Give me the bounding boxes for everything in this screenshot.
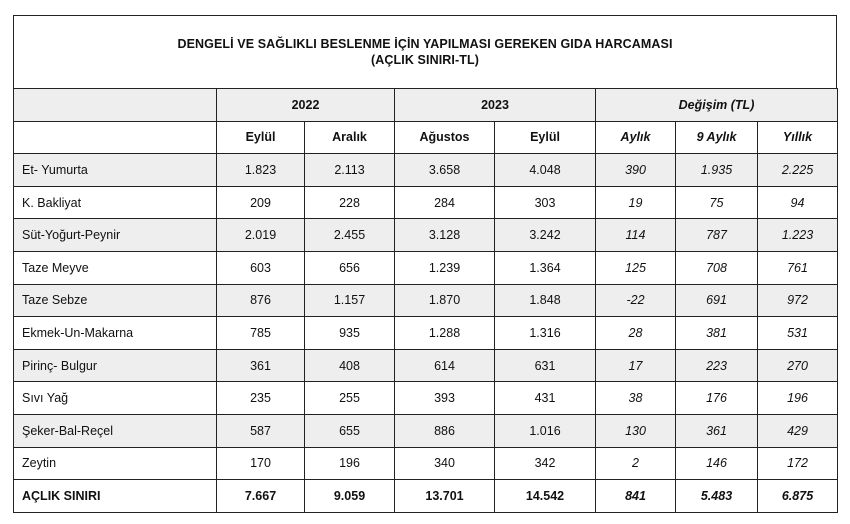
value-cell: 603: [217, 251, 305, 284]
value-cell: 5.483: [676, 480, 758, 513]
group-header-2023: 2023: [395, 89, 596, 122]
value-cell: 972: [758, 284, 838, 317]
row-label: Taze Sebze: [14, 284, 217, 317]
table-row: [14, 317, 838, 350]
value-cell: 13.701: [395, 480, 495, 513]
value-cell: 1.316: [495, 317, 596, 350]
value-cell: 531: [758, 317, 838, 350]
value-cell: 787: [676, 219, 758, 252]
value-cell: 381: [676, 317, 758, 350]
column-header-row: [14, 121, 838, 154]
food-spending-table: [13, 88, 838, 513]
value-cell: 935: [305, 317, 395, 350]
group-header-change: Değişim (TL): [596, 89, 838, 122]
value-cell: -22: [596, 284, 676, 317]
value-cell: 4.048: [495, 154, 596, 187]
value-cell: 1.848: [495, 284, 596, 317]
title-line-2: (AÇLIK SINIRI-TL): [371, 53, 479, 67]
value-cell: 284: [395, 186, 495, 219]
value-cell: 361: [676, 414, 758, 447]
value-cell: 393: [395, 382, 495, 415]
value-cell: 6.875: [758, 480, 838, 513]
value-cell: 228: [305, 186, 395, 219]
value-cell: 170: [217, 447, 305, 480]
value-cell: 17: [596, 349, 676, 382]
value-cell: 14.542: [495, 480, 596, 513]
table-title: [13, 15, 837, 88]
value-cell: 172: [758, 447, 838, 480]
value-cell: 19: [596, 186, 676, 219]
value-cell: 1.288: [395, 317, 495, 350]
table-row: [14, 447, 838, 480]
value-cell: 886: [395, 414, 495, 447]
row-label: Taze Meyve: [14, 251, 217, 284]
table-row: [14, 186, 838, 219]
table-row: [14, 219, 838, 252]
value-cell: 255: [305, 382, 395, 415]
value-cell: 303: [495, 186, 596, 219]
table-row: [14, 251, 838, 284]
value-cell: 2.225: [758, 154, 838, 187]
value-cell: 342: [495, 447, 596, 480]
row-label: Ekmek-Un-Makarna: [14, 317, 217, 350]
col-header: Eylül: [495, 121, 596, 154]
value-cell: 1.223: [758, 219, 838, 252]
value-cell: 631: [495, 349, 596, 382]
value-cell: 708: [676, 251, 758, 284]
value-cell: 876: [217, 284, 305, 317]
value-cell: 408: [305, 349, 395, 382]
value-cell: 431: [495, 382, 596, 415]
row-label: Et- Yumurta: [14, 154, 217, 187]
value-cell: 3.242: [495, 219, 596, 252]
value-cell: 130: [596, 414, 676, 447]
table-row: [14, 284, 838, 317]
value-cell: 1.239: [395, 251, 495, 284]
table-body: [14, 154, 838, 513]
value-cell: 340: [395, 447, 495, 480]
group-header-row: [14, 89, 838, 122]
value-cell: 361: [217, 349, 305, 382]
value-cell: 9.059: [305, 480, 395, 513]
value-cell: 429: [758, 414, 838, 447]
row-label: Pirinç- Bulgur: [14, 349, 217, 382]
value-cell: 614: [395, 349, 495, 382]
food-spending-table-container: [13, 15, 837, 513]
col-header: Aylık: [596, 121, 676, 154]
value-cell: 7.667: [217, 480, 305, 513]
value-cell: 38: [596, 382, 676, 415]
value-cell: 841: [596, 480, 676, 513]
value-cell: 125: [596, 251, 676, 284]
table-row: [14, 349, 838, 382]
value-cell: 223: [676, 349, 758, 382]
value-cell: 691: [676, 284, 758, 317]
value-cell: 75: [676, 186, 758, 219]
value-cell: 3.658: [395, 154, 495, 187]
table-row: [14, 414, 838, 447]
value-cell: 1.935: [676, 154, 758, 187]
row-label: K. Bakliyat: [14, 186, 217, 219]
table-row: [14, 382, 838, 415]
row-label: AÇLIK SINIRI: [14, 480, 217, 513]
value-cell: 209: [217, 186, 305, 219]
row-label: Sıvı Yağ: [14, 382, 217, 415]
title-line-1: DENGELİ VE SAĞLIKLI BESLENME İÇİN YAPILMASI GEREKEN GIDA HARCAMASI: [177, 37, 673, 51]
value-cell: 1.364: [495, 251, 596, 284]
value-cell: 2.455: [305, 219, 395, 252]
value-cell: 761: [758, 251, 838, 284]
value-cell: 2.019: [217, 219, 305, 252]
value-cell: 655: [305, 414, 395, 447]
value-cell: 2.113: [305, 154, 395, 187]
value-cell: 196: [305, 447, 395, 480]
value-cell: 176: [676, 382, 758, 415]
col-header: Eylül: [217, 121, 305, 154]
value-cell: 235: [217, 382, 305, 415]
col-header: Ağustos: [395, 121, 495, 154]
value-cell: 1.870: [395, 284, 495, 317]
row-label: Süt-Yoğurt-Peynir: [14, 219, 217, 252]
header-empty-cell: [14, 121, 217, 154]
value-cell: 656: [305, 251, 395, 284]
table-row: [14, 154, 838, 187]
value-cell: 587: [217, 414, 305, 447]
col-header: Aralık: [305, 121, 395, 154]
value-cell: 94: [758, 186, 838, 219]
row-label: Zeytin: [14, 447, 217, 480]
col-header: 9 Aylık: [676, 121, 758, 154]
value-cell: 196: [758, 382, 838, 415]
value-cell: 1.016: [495, 414, 596, 447]
col-header: Yıllık: [758, 121, 838, 154]
value-cell: 28: [596, 317, 676, 350]
value-cell: 1.823: [217, 154, 305, 187]
total-row: [14, 480, 838, 513]
value-cell: 390: [596, 154, 676, 187]
row-label: Şeker-Bal-Reçel: [14, 414, 217, 447]
value-cell: 1.157: [305, 284, 395, 317]
header-empty-cell: [14, 89, 217, 122]
value-cell: 146: [676, 447, 758, 480]
value-cell: 2: [596, 447, 676, 480]
value-cell: 270: [758, 349, 838, 382]
group-header-2022: 2022: [217, 89, 395, 122]
value-cell: 114: [596, 219, 676, 252]
value-cell: 3.128: [395, 219, 495, 252]
value-cell: 785: [217, 317, 305, 350]
